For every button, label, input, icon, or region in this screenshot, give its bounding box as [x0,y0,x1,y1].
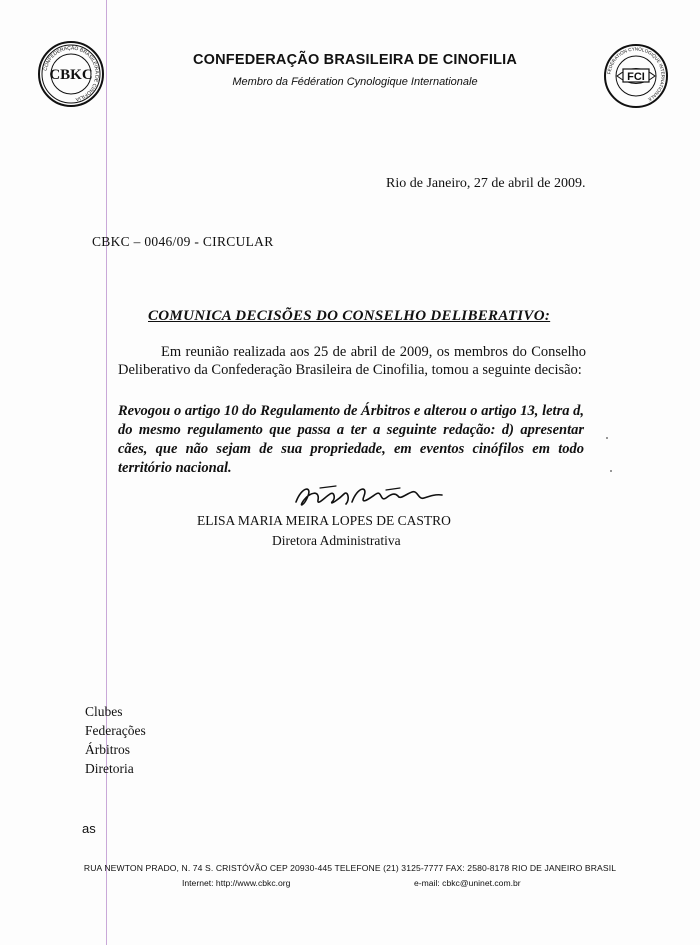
date-line: Rio de Janeiro, 27 de abril de 2009. [386,176,586,191]
margin-rule [106,0,107,945]
footer-address: RUA NEWTON PRADO, N. 74 S. CRISTÓVÃO CEP 20930-445 TELEFONE (21) 3125-7777 FAX: 2580-8178 RIO DE JANEIRO BRASIL [83,863,617,873]
scan-speck [610,470,612,472]
footer-internet: Internet: http://www.cbkc.org [182,878,291,888]
cbkc-seal-icon [37,40,105,108]
signer-role: Diretora Administrativa [272,533,401,548]
svg-text:FCI: FCI [627,71,645,83]
svg-text:CONFEDERAÇÃO BRASILEIRA DE CIN: CONFEDERAÇÃO BRASILEIRA DE CINOFILIA [42,45,100,103]
svg-text:CBKC: CBKC [49,67,93,83]
svg-text:FÉDÉRATION CYNOLOGIQUE INTERNA: FÉDÉRATION CYNOLOGIQUE INTERNATIONALE [606,46,666,103]
recipient-item: Diretoria [85,761,134,776]
recipient-list [85,702,146,778]
intro-paragraph: Em reunião realizada aos 25 de abril de 2009, os membros do Conselho Deliberativo da Confederação Brasileira de Cinofilia, tomou a seguinte decisão: [118,344,586,378]
recipient-item: Clubes [85,704,123,719]
organization-subtitle: Membro da Fédération Cynologique Internationale [232,76,478,88]
footer-email: e-mail: cbkc@uninet.com.br [414,878,521,888]
reference-number: CBKC – 0046/09 - CIRCULAR [92,234,274,249]
signer-name: ELISA MARIA MEIRA LOPES DE CASTRO [197,513,451,528]
recipient-item: Federações [85,723,146,738]
handwritten-signature [290,482,450,512]
typist-initials: as [82,821,96,836]
recipient-item: Árbitros [85,742,130,757]
scan-speck [606,437,608,439]
fci-seal-icon [603,43,669,109]
organization-title: CONFEDERAÇÃO BRASILEIRA DE CINOFILIA [192,52,518,68]
letter-heading: COMUNICA DECISÕES DO CONSELHO DELIBERATIVO: [148,308,551,324]
decision-paragraph: Revogou o artigo 10 do Regulamento de Árbitros e alterou o artigo 13, letra d, do mesmo regulamento que passa a ter a seguinte redação: d) apresentar cães, que não sejam de sua propriedade, em eventos cinófilos em todo território nacional. [118,403,584,476]
